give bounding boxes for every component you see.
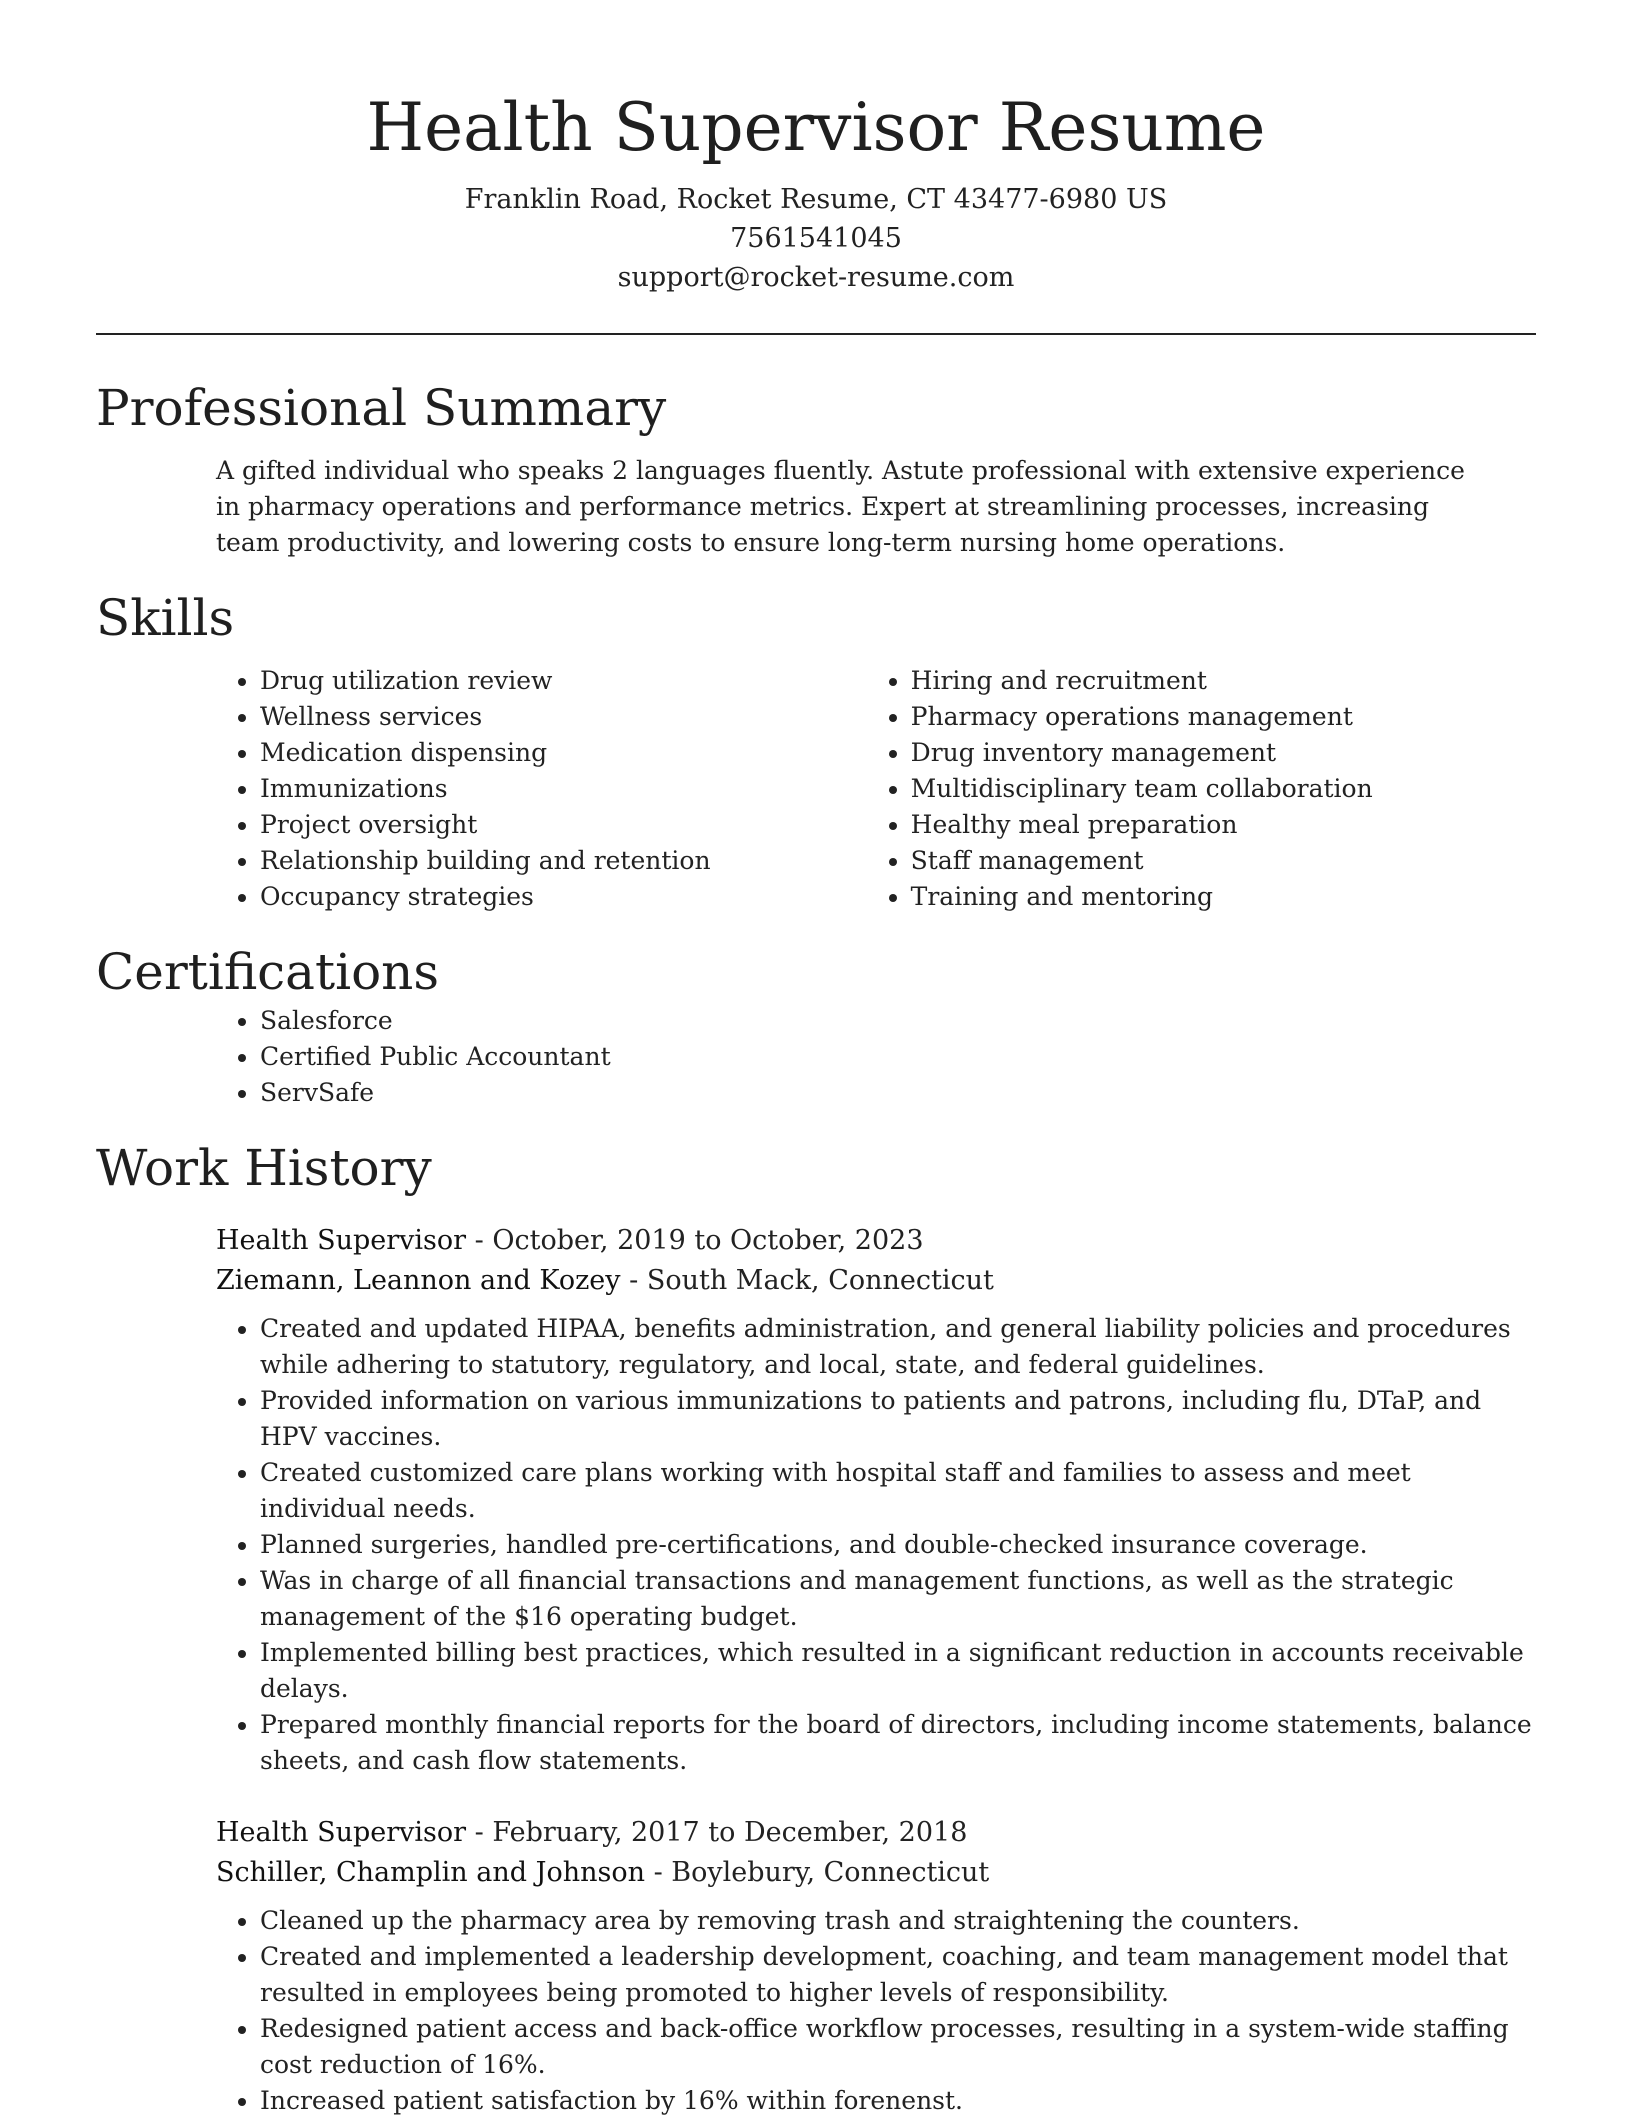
list-item: • Created customized care plans working with hospital staff and families to assess and meet individual needs. [260,1455,1536,1527]
list-item: • Drug inventory management [911,735,1536,771]
list-item: • Pharmacy operations management [911,699,1536,735]
job-company: Schiller, Champlin and Johnson [216,1857,645,1888]
resume-page [96,0,1536,2119]
list-item: • Medication dispensing [260,735,867,771]
job-title: Health Supervisor [216,1225,467,1256]
job-dates: - October, 2019 to October, 2023 [466,1225,924,1256]
list-item: • Provided information on various immunizations to patients and patrons, including flu, DTaP, and HPV vaccines. [260,1383,1536,1455]
resume-header [96,0,1536,297]
list-item: • Project oversight [260,807,867,843]
list-item: • Training and mentoring [911,879,1536,915]
work-history-section [96,1221,1536,2119]
summary-section [96,453,1536,561]
list-item: • Cleaned up the pharmacy area by removing trash and straightening the counters. [260,1903,1536,1939]
list-item: • Relationship building and retention [260,843,867,879]
contact-block [96,180,1536,297]
list-item: • Immunizations [260,771,867,807]
job-title-line [216,1221,1536,1261]
list-item: • Created and implemented a leadership development, coaching, and team management model that resulted in employees being promoted to higher levels of responsibility. [260,1939,1536,2011]
work-history-heading: Work History [96,1139,432,1197]
skills-heading: Skills [96,589,235,647]
job-location: - Boylebury, Connecticut [644,1857,990,1888]
contact-phone: 7561541045 [730,223,902,254]
job-company-line [216,1261,1536,1301]
job-company: Ziemann, Leannon and Kozey [216,1265,621,1296]
list-item: • Increased patient satisfaction by 16% within forenenst. [260,2083,1536,2119]
list-item: • Drug utilization review [260,663,867,699]
resume-title: Health Supervisor Resume [366,89,1266,166]
list-item: • Planned surgeries, handled pre-certifications, and double-checked insurance coverage. [260,1527,1536,1563]
skills-grid [216,663,1536,915]
list-item: • Staff management [911,843,1536,879]
header-divider [96,333,1536,335]
list-item: • Certified Public Accountant [260,1039,1536,1075]
list-item: • Redesigned patient access and back-office workflow processes, resulting in a system-wide staffing cost reduction of 16%. [260,2011,1536,2083]
list-item: • Hiring and recruitment [911,663,1536,699]
skills-section [96,663,1536,915]
summary-heading: Professional Summary [96,379,667,437]
skills-list-right [867,663,1536,915]
certifications-heading: Certifications [96,943,440,1001]
list-item: • Occupancy strategies [260,879,867,915]
list-item: • Healthy meal preparation [911,807,1536,843]
list-item: • Wellness services [260,699,867,735]
job-title-line [216,1813,1536,1853]
job-title: Health Supervisor [216,1817,467,1848]
list-item: • Prepared monthly financial reports for the board of directors, including income statements, balance sheets, and cash flow statements. [260,1707,1536,1779]
list-item: • ServSafe [260,1075,1536,1111]
list-item: • Implemented billing best practices, which resulted in a significant reduction in accounts receivable delays. [260,1635,1536,1707]
job-bullets [216,1311,1536,1779]
skills-list-left [216,663,867,915]
contact-email: support@rocket-resume.com [617,262,1015,293]
certifications-list [216,1003,1536,1111]
summary-text: A gifted individual who speaks 2 languages fluently. Astute professional with extensive experience in pharmacy operations and performance metrics. Expert at streamlining processes, increasing team productivity, and lowering costs to ensure long-term nursing home operations. [216,456,1465,557]
list-item: • Salesforce [260,1003,1536,1039]
certifications-section [96,1003,1536,1111]
list-item: • Multidisciplinary team collaboration [911,771,1536,807]
job-location: - South Mack, Connecticut [620,1265,994,1296]
list-item: • Created and updated HIPAA, benefits administration, and general liability policies and procedures while adhering to statutory, regulatory, and local, state, and federal guidelines. [260,1311,1536,1383]
job-company-line [216,1853,1536,1893]
job-dates: - February, 2017 to December, 2018 [466,1817,968,1848]
job-entry [216,1813,1536,2119]
job-entry [216,1221,1536,1779]
list-item: • Was in charge of all financial transactions and management functions, as well as the strategic management of the $16 operating budget. [260,1563,1536,1635]
contact-address: Franklin Road, Rocket Resume, CT 43477-6980 US [464,184,1168,215]
job-bullets [216,1903,1536,2119]
